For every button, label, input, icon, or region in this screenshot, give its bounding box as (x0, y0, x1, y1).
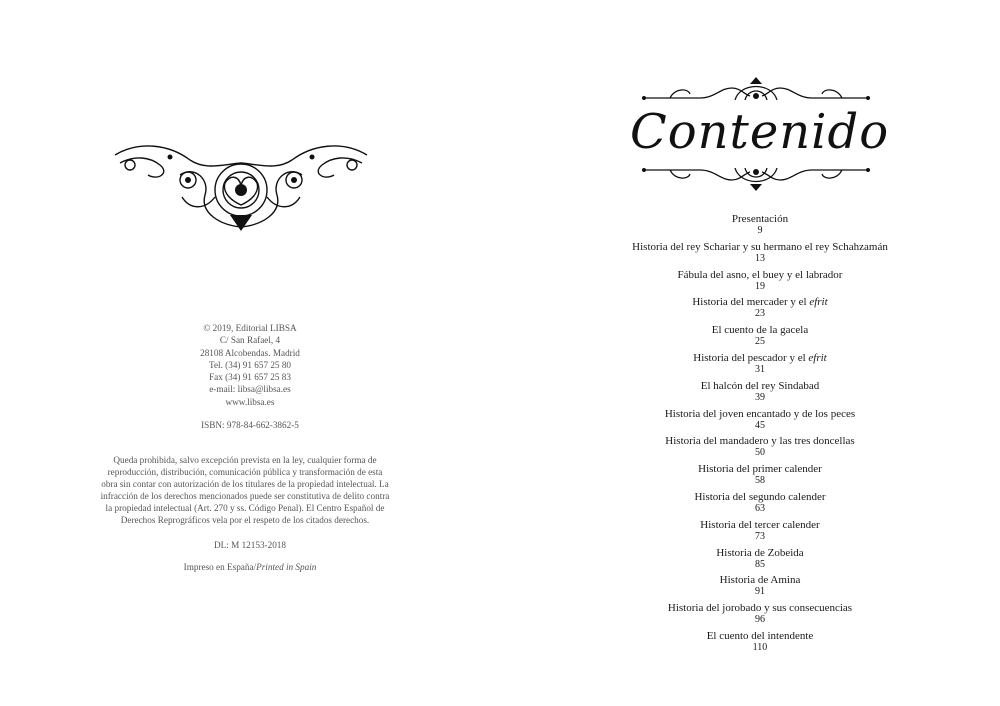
toc-entry-title (610, 408, 910, 421)
toc-entry (610, 630, 910, 658)
imprint-street: C/ San Rafael, 4 (219, 335, 281, 346)
toc-entry-title-text: Presentación (731, 213, 789, 225)
toc-entry-title (610, 269, 910, 282)
toc-entry-title-text: Historia del mercader y el (692, 296, 810, 309)
toc-entry-title (610, 380, 910, 393)
imprint-email: e-mail: libsa@libsa.es (209, 384, 291, 395)
toc-entry (610, 380, 910, 408)
toc-entry-page: 25 (755, 336, 765, 348)
toc-entry (610, 352, 910, 380)
toc-entry-page: 110 (752, 641, 768, 653)
title-ornament-top-icon (640, 76, 872, 106)
legal-notice (80, 454, 410, 527)
toc-entry (610, 241, 910, 269)
printed-in-es: Impreso en España/ (183, 562, 257, 572)
toc-entry-title-text: Historia de Amina (719, 574, 801, 587)
toc-entry-title-text: Historia del tercer calender (700, 518, 820, 531)
toc-entry (610, 296, 910, 324)
toc-entry-title-text: El cuento de la gacela (711, 324, 809, 337)
title-ornament-bottom-icon (640, 162, 872, 192)
legal-line: Derechos Reprográficos vela por el respeto de los citados derechos. (120, 515, 370, 526)
toc-entry-title (610, 519, 910, 532)
toc-list (610, 213, 910, 658)
legal-line: obra sin contar con autorización de los titulares de la propiedad intelectual. La (101, 479, 389, 490)
toc-entry-page: 13 (755, 252, 765, 264)
printed-in-en: Printed in Spain (256, 562, 317, 572)
toc-entry-title-text: Historia del primer calender (698, 463, 822, 476)
toc-entry-page: 31 (755, 363, 765, 375)
toc-entry-page: 96 (755, 614, 765, 626)
toc-entry (610, 574, 910, 602)
toc-entry-title-text: Historia del segundo calender (694, 490, 826, 503)
toc-entry-title-italic: efrit (808, 351, 827, 364)
toc-entry-page: 91 (755, 586, 765, 598)
toc-entry-title (610, 630, 910, 643)
imprint-block (0, 322, 500, 408)
toc-entry-title-text: Historia del joven encantado y de los peces (664, 407, 856, 420)
legal-line: la propiedad intelectual (Art. 270 y ss. Código Penal). El Centro Español de (105, 503, 385, 514)
toc-entry (610, 324, 910, 352)
legal-deposit: DL: M 12153-2018 (214, 540, 286, 550)
toc-entry-title-text: Historia de Zobeida (716, 546, 804, 559)
toc-entry (610, 408, 910, 436)
toc-entry-title-text: Fábula del asno, el buey y el labrador (677, 268, 843, 281)
imprint-fax: Fax (34) 91 657 25 83 (209, 372, 291, 383)
toc-entry-page: 58 (755, 475, 765, 487)
printed-in (0, 562, 500, 572)
toc-entry-page: 73 (755, 530, 765, 542)
floral-ornament-icon (110, 135, 372, 235)
toc-entry (610, 519, 910, 547)
imprint-phone: Tel. (34) 91 657 25 80 (208, 359, 292, 370)
legal-line: infracción de los derechos mencionados puede ser constitutiva de delito contra (100, 491, 390, 502)
imprint-copyright: © 2019, Editorial LIBSA (203, 323, 297, 333)
toc-entry (610, 269, 910, 297)
toc-entry (610, 491, 910, 519)
toc-entry-page: 23 (755, 308, 765, 320)
right-page (500, 0, 1000, 706)
toc-entry (610, 463, 910, 491)
toc-entry-title-text: Historia del pescador y el (693, 351, 809, 364)
toc-entry-page: 85 (755, 558, 765, 570)
toc-entry (610, 602, 910, 630)
toc-entry-title-italic: efrit (809, 296, 828, 309)
toc-entry (610, 547, 910, 575)
toc-entry-page: 45 (755, 419, 765, 431)
toc-title: Contenido (630, 104, 890, 160)
toc-entry-title-text: Historia del jorobado y sus consecuencias (667, 602, 853, 615)
toc-entry (610, 435, 910, 463)
legal-line: Queda prohibida, salvo excepción prevista en la ley, cualquier forma de (113, 455, 377, 465)
toc-entry-title (610, 241, 910, 254)
imprint-website: www.libsa.es (225, 396, 275, 407)
toc-entry-page: 9 (757, 225, 763, 236)
legal-line: reproducción, distribución, comunicación pública y transformación de esta (107, 467, 383, 478)
imprint-city: 28108 Alcobendas. Madrid (200, 347, 300, 358)
toc-entry-title (610, 547, 910, 560)
toc-entry-page: 39 (755, 391, 765, 403)
toc-entry-title-text: El halcón del rey Sindabad (700, 379, 820, 392)
toc-entry-page: 50 (755, 447, 765, 459)
toc-entry-page: 19 (755, 280, 765, 292)
isbn: ISBN: 978-84-662-3862-5 (201, 420, 299, 430)
toc-entry-page: 63 (755, 502, 765, 514)
toc-entry-title-text: El cuento del intendente (706, 629, 814, 642)
toc-entry (610, 213, 910, 241)
toc-entry-title-text: Historia del mandadero y las tres doncellas (665, 435, 855, 448)
toc-entry-title-text: Historia del rey Schariar y su hermano el rey Schahzamán (632, 240, 888, 253)
